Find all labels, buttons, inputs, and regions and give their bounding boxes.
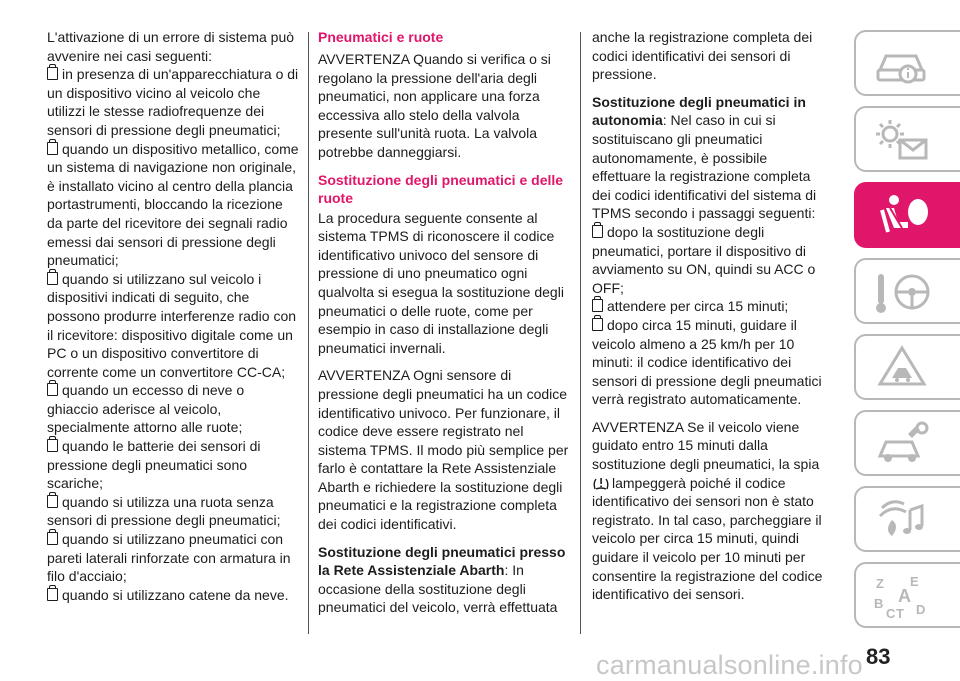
list-item: quando un dispositivo metallico, come un sistema di navigazione non originale, è installato vicino al centro della plancia portastrumenti, bloccando la ricezione da parte del ricevitore dei segnali radio emessi dai sensori di pressione degli pneumatici; bbox=[47, 140, 299, 269]
bullet-icon bbox=[592, 299, 603, 312]
index-letter: Z bbox=[876, 576, 884, 591]
tab-emergency[interactable] bbox=[854, 334, 960, 400]
list-item: quando le batterie dei sensori di pressione degli pneumatici sono scariche; bbox=[47, 438, 261, 492]
start-drive-icon bbox=[872, 268, 934, 316]
tab-maintenance[interactable] bbox=[854, 410, 960, 476]
index-letter: T bbox=[896, 606, 904, 620]
registration-steps-list bbox=[592, 223, 827, 409]
index-icon bbox=[872, 572, 934, 620]
index-letter: D bbox=[916, 602, 926, 617]
warning-paragraph-valve: AVVERTENZA Quando si verifica o si regolano la pressione dell'aria degli pneumatici, non applicare una forza eccessiva allo stelo della valvola presente sull'unità ruota. La valvola potrebbe danneggiarsi. bbox=[318, 51, 551, 160]
car-info-icon bbox=[872, 40, 934, 88]
column-middle bbox=[318, 28, 570, 617]
dealer-replacement-paragraph: Sostituzione degli pneumatici presso la Rete Assistenziale Abarth: In occasione della sostituzione degli pneumatici del veicolo, verrà effettuata bbox=[318, 543, 566, 616]
list-item: quando si utilizzano catene da neve. bbox=[47, 586, 299, 605]
bullet-icon bbox=[592, 318, 603, 331]
tab-safety[interactable] bbox=[854, 182, 960, 248]
warning-paragraph-sensor-code: AVVERTENZA Ogni sensore di pressione degli pneumatici ha un codice identificativo univoco. Per funzionare, il codice deve essere registrato nel sistema TPMS. Il modo più semplice per farlo è contattare la Rete Assistenziale Abarth e richiedere la sostituzione degli pneumatici e la registrazione completa dei codici identificativi. bbox=[318, 367, 569, 533]
error-conditions-list bbox=[47, 65, 299, 604]
list-item: quando un eccesso di neve o ghiaccio aderisce al veicolo, specialmente attorno alle ruote; bbox=[47, 382, 245, 436]
bullet-icon bbox=[592, 225, 603, 238]
index-letter: E bbox=[910, 574, 919, 589]
list-item: attendere per circa 15 minuti; bbox=[592, 297, 827, 316]
bullet-icon bbox=[47, 67, 58, 80]
self-replacement-label: Sostituzione degli pneumatici in autonomia bbox=[592, 93, 806, 129]
list-item: quando si utilizzano pneumatici con pareti laterali rinforzate con armatura in filo d'acciaio; bbox=[47, 531, 291, 585]
intro-paragraph: L'attivazione di un errore di sistema può avvenire nei casi seguenti: bbox=[47, 29, 295, 64]
list-item: quando si utilizza una ruota senza sensori di pressione degli pneumatici; bbox=[47, 493, 281, 529]
page-number: 83 bbox=[866, 644, 891, 669]
tab-multimedia[interactable] bbox=[854, 486, 960, 552]
list-item: quando si utilizzano sul veicolo i dispositivi indicati di seguito, che possono produrre interferenze radio con il ricevitore: dispositivo digitale come un PC o un dispositivo convertitore di corrente come un convertitore CC-CA; bbox=[47, 270, 297, 380]
list-item: dopo circa 15 minuti, guidare il veicolo almeno a 25 km/h per 10 minuti: il codice identificativo dei sensori di pressione degli pneumatici verrà registrato automaticamente. bbox=[592, 316, 822, 408]
bullet-icon bbox=[47, 439, 58, 452]
multimedia-icon bbox=[872, 496, 934, 544]
index-letter: B bbox=[874, 596, 884, 611]
section-heading-tyre-replacement: Sostituzione degli pneumatici e delle ruote bbox=[318, 171, 564, 206]
tab-starting-driving[interactable] bbox=[854, 258, 960, 324]
dealer-replacement-label: Sostituzione degli pneumatici presso la Rete Assistenziale Abarth bbox=[318, 543, 566, 579]
tab-index[interactable] bbox=[854, 562, 960, 628]
procedure-paragraph: La procedura seguente consente al sistema TPMS di riconoscere il codice identificativo univoco del sensore di pressione di uno pneumatico ogni qualvolta si esegua la sostituzione degli pneumatici o delle ruote, come per esempio in caso di installazione degli pneumatici invernali. bbox=[318, 209, 564, 356]
column-left bbox=[47, 28, 299, 604]
watermark: carmanualsonline.info bbox=[596, 650, 863, 680]
index-letter: A bbox=[898, 586, 911, 606]
continuation-paragraph: anche la registrazione completa dei codici identificativi dei sensori di pressione. bbox=[592, 29, 813, 83]
bullet-icon bbox=[47, 383, 58, 396]
bullet-icon bbox=[47, 532, 58, 545]
section-heading-tyres-wheels: Pneumatici e ruote bbox=[318, 29, 444, 45]
bullet-icon bbox=[47, 142, 58, 155]
warning-lights-icon bbox=[872, 116, 934, 164]
column-divider bbox=[308, 32, 309, 634]
warning-paragraph-warning-light: AVVERTENZA Se il veicolo viene guidato entro 15 minuti dalla sostituzione degli pneumatici, la spia lampeggerà poiché il codice identificativo dei sensori non è stato registrato. In tal caso, parcheggiare il veicolo per circa 15 minuti, quindi guidare il veicolo per 10 minuti per consentire la registrazione del codice identificativo dei sensori. bbox=[592, 418, 823, 603]
list-item: in presenza di un'apparecchiatura o di un dispositivo vicino al veicolo che utilizzi le stesse radiofrequenze dei sensori di pressione degli pneumatici; bbox=[47, 66, 299, 138]
tab-warning-lights[interactable] bbox=[854, 106, 960, 172]
tpms-warning-light-icon bbox=[592, 475, 610, 491]
column-divider bbox=[580, 32, 581, 634]
bullet-icon bbox=[47, 588, 58, 601]
emergency-icon bbox=[872, 344, 934, 392]
bullet-icon bbox=[47, 272, 58, 285]
list-item: dopo la sostituzione degli pneumatici, portare il dispositivo di avviamento su ON, quindi su ACC o OFF; bbox=[592, 223, 816, 296]
column-right bbox=[592, 28, 827, 604]
tab-car-info[interactable] bbox=[854, 30, 960, 96]
index-letter: C bbox=[886, 606, 896, 620]
safety-airbag-icon bbox=[872, 192, 934, 240]
self-replacement-paragraph: Sostituzione degli pneumatici in autonomia: Nel caso in cui si sostituiscano gli pneumatici autonomamente, è possibile effettuare la registrazione completa dei codici identificativi del sistema di TPMS secondo i passaggi seguenti: bbox=[592, 93, 817, 222]
maintenance-icon bbox=[872, 420, 934, 468]
bullet-icon bbox=[47, 495, 58, 508]
